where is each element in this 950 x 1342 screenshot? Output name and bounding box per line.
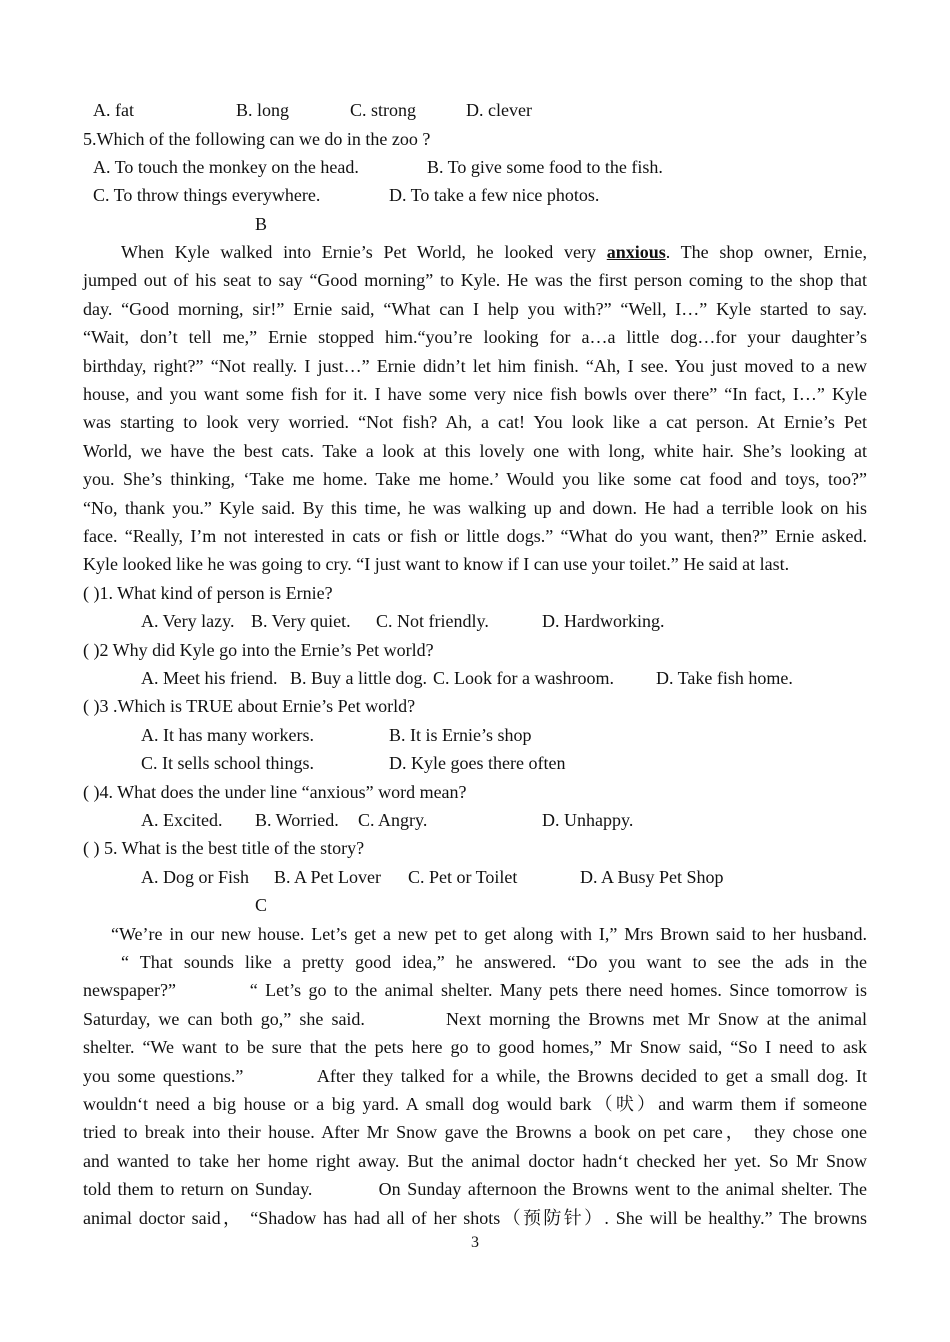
q4-option-a: A. fat (93, 100, 134, 120)
passage-b-line: day. “Good morning, sir!” Ernie said, “What can I help you with?” “Well, I…” Kyle started to say. (83, 299, 867, 319)
question-b2-option-b: B. Buy a little dog. (290, 668, 427, 688)
passage-c-line: you some questions.” After they talked for a while, the Browns decided to get a small dog. It (83, 1066, 867, 1086)
passage-c-line: shelter. “We want to be sure that the pets here go to good homes,” Mr Snow said, “So I need to ask (83, 1037, 867, 1057)
section-b-label: B (255, 214, 268, 234)
passage-b-line: face. “Really, I’m not interested in cats or fish or little dogs.” “What do you want, then?” Ernie asked. (83, 526, 867, 546)
q5-option-c: C. To throw things everywhere. (93, 185, 321, 205)
passage-c-line: newspaper?” “ Let’s go to the animal shelter. Many pets there need homes. Since tomorrow is (83, 980, 867, 1000)
question-b5-option-c: C. Pet or Toilet (408, 867, 518, 887)
q5-option-a: A. To touch the monkey on the head. (93, 157, 359, 177)
question-b1-stem: ( )1. What kind of person is Ernie? (83, 583, 333, 603)
q4-option-d: D. clever (466, 100, 532, 120)
question-b4-stem: ( )4. What does the under line “anxious” word mean? (83, 782, 467, 802)
page-number: 3 (471, 1234, 479, 1251)
passage-b-line: house, and you want some fish for it. I have some very nice fish bowls over there” “In fact, I…” Kyle (83, 384, 867, 404)
passage-c-line: “ That sounds like a pretty good idea,” he answered. “Do you want to see the ads in the (121, 952, 867, 972)
question-b3-option-c: C. It sells school things. (141, 753, 315, 773)
question-b1-option-b: B. Very quiet. (251, 611, 351, 631)
question-b5-option-d: D. A Busy Pet Shop (580, 867, 724, 887)
question-b3-stem: ( )3 .Which is TRUE about Ernie’s Pet world? (83, 696, 416, 716)
question-b3-option-b: B. It is Ernie’s shop (389, 725, 532, 745)
question-b2-option-a: A. Meet his friend. (141, 668, 278, 688)
question-b4-option-d: D. Unhappy. (542, 810, 634, 830)
passage-c-line: “We’re in our new house. Let’s get a new pet to get along with I,” Mrs Brown said to her husband. (111, 924, 867, 944)
question-b2-option-c: C. Look for a washroom. (433, 668, 614, 688)
passage-b-line: World, we have the best cats. Take a look at this lovely one with long, white hair. She’s looking at (83, 441, 867, 461)
passage-b-line: “Wait, don’t tell me,” Ernie stopped him.“you’re looking for a…a little dog…for your daughter’s (83, 327, 867, 347)
q5-option-d: D. To take a few nice photos. (389, 185, 600, 205)
question-b3-option-a: A. It has many workers. (141, 725, 314, 745)
keyword-anxious: anxious (606, 242, 666, 262)
question-b4-option-a: A. Excited. (141, 810, 223, 830)
q4-option-c: C. strong (350, 100, 417, 120)
passage-c-line: and wanted to take her home right away. But the animal doctor hadn‘t checked her yet. So Mr Snow (83, 1151, 867, 1171)
passage-b-line: Kyle looked like he was going to cry. “I just want to know if I can use your toilet.” He said at last. (83, 554, 790, 574)
q4-option-b: B. long (236, 100, 290, 120)
passage-b-line: was starting to look very worried. “Not fish? Ah, a cat! You look like a cat person. At Ernie’s Pet (83, 412, 867, 432)
passage-c-line: tried to break into their house. After Mr Snow gave the Browns a book on pet care， they chose one (83, 1122, 867, 1142)
question-b5-option-b: B. A Pet Lover (274, 867, 381, 887)
question-b2-stem: ( )2 Why did Kyle go into the Ernie’s Pet world? (83, 640, 434, 660)
q5-option-b: B. To give some food to the fish. (427, 157, 663, 177)
question-b1-option-c: C. Not friendly. (376, 611, 489, 631)
passage-c-line: Saturday, we can both go,” she said. Next morning the Browns met Mr Snow at the animal (83, 1009, 867, 1029)
question-b4-option-b: B. Worried. (255, 810, 339, 830)
passage-b-line-1: When Kyle walked into Ernie’s Pet World, he looked very anxious. The shop owner, Ernie, (121, 242, 868, 262)
passage-b-line: “No, thank you.” Kyle said. By this time, he was walking up and down. He had a terrible look on his (83, 498, 867, 518)
question-b1-option-d: D. Hardworking. (542, 611, 665, 631)
question-b3-option-d: D. Kyle goes there often (389, 753, 566, 773)
passage-b-line: jumped out of his seat to say “Good morning” to Kyle. He was the first person coming to the shop that (83, 270, 867, 290)
passage-b-line: birthday, right?” “Not really. I just…” Ernie didn’t let him finish. “Ah, I see. You just moved to a new (83, 356, 867, 376)
passage-c-line: animal doctor said， “Shadow has had all of her shots（预防针）. She will be healthy.” The browns (83, 1208, 867, 1228)
question-b1-option-a: A. Very lazy. (141, 611, 235, 631)
question-b4-option-c: C. Angry. (358, 810, 428, 830)
passage-c-line: wouldn‘t need a big house or a big yard. A small dog would bark（吠）and warm them if someone (83, 1094, 867, 1114)
passage-b-line: you. She’s thinking, ‘Take me home. Take me home.’ Would you like some cat food and toys, too?” (83, 469, 867, 489)
question-b2-option-d: D. Take fish home. (656, 668, 793, 688)
question-b5-option-a: A. Dog or Fish (141, 867, 250, 887)
q5-stem: 5.Which of the following can we do in the zoo ? (83, 129, 431, 149)
section-c-label: C (255, 895, 268, 915)
passage-c-line: told them to return on Sunday. On Sunday afternoon the Browns went to the animal shelter. The (83, 1179, 867, 1199)
question-b5-stem: ( ) 5. What is the best title of the story? (83, 838, 365, 858)
